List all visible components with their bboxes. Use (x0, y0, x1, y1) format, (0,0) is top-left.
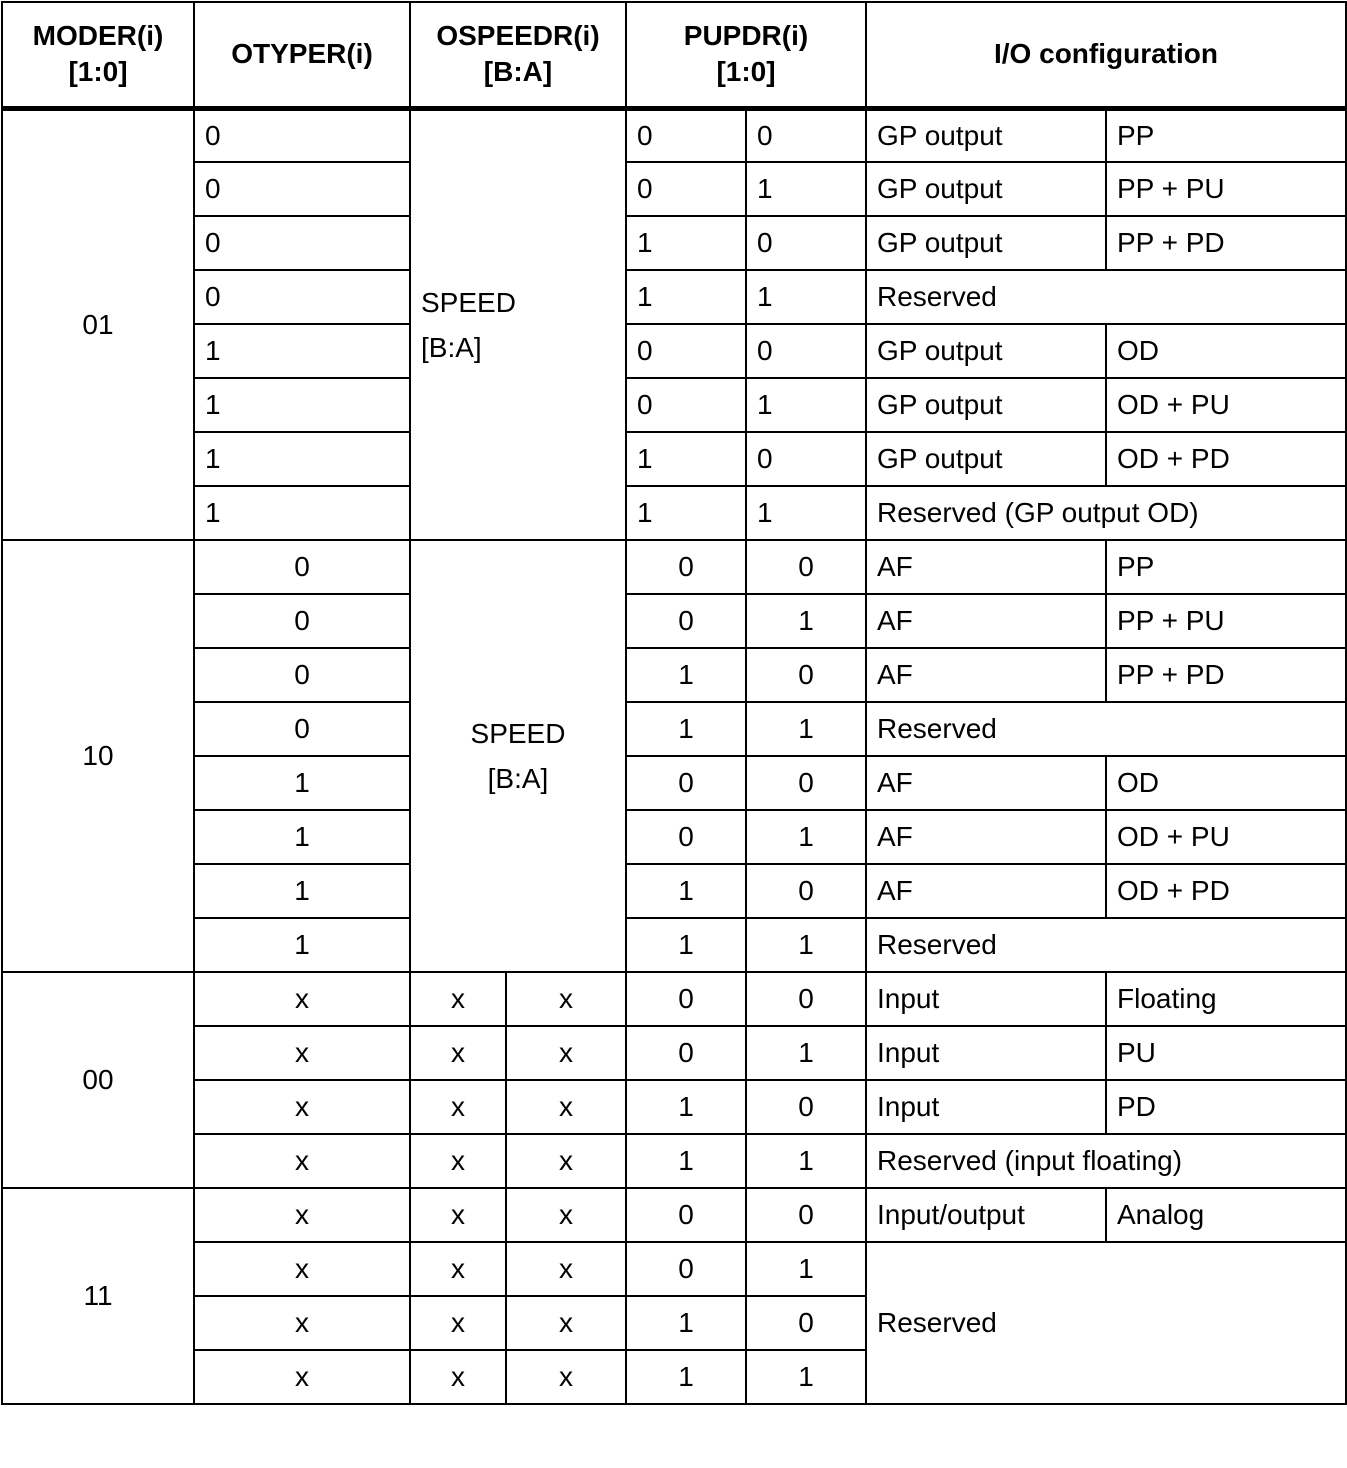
otyper-value: 1 (194, 756, 410, 810)
otyper-value: 0 (194, 216, 410, 270)
table-row (2, 162, 1346, 216)
pupdr-bit0: 1 (746, 378, 866, 432)
pupdr-bit1: 1 (626, 1134, 746, 1188)
ospeedr-bit-b: x (410, 1080, 506, 1134)
pupdr-bit1: 1 (626, 648, 746, 702)
io-config: PD (1106, 1080, 1346, 1134)
io-config: PP (1106, 540, 1346, 594)
pupdr-bit0: 0 (746, 1080, 866, 1134)
otyper-value: 1 (194, 378, 410, 432)
otyper-value: x (194, 1296, 410, 1350)
otyper-value: 0 (194, 540, 410, 594)
pupdr-bit1: 0 (626, 540, 746, 594)
io-config: OD (1106, 756, 1346, 810)
io-mode: Reserved (866, 702, 1346, 756)
ospeedr-bit-a: x (506, 1080, 626, 1134)
moder-value: 00 (2, 972, 194, 1188)
pupdr-bit0: 1 (746, 810, 866, 864)
io-config: Floating (1106, 972, 1346, 1026)
pupdr-bit0: 1 (746, 162, 866, 216)
pupdr-bit0: 0 (746, 216, 866, 270)
otyper-value: 0 (194, 162, 410, 216)
io-mode: AF (866, 810, 1106, 864)
table-row (2, 1080, 1346, 1134)
pupdr-bit0: 0 (746, 864, 866, 918)
pupdr-bit1: 0 (626, 756, 746, 810)
header-ospeedr: OSPEEDR(i) [B:A] (410, 2, 626, 108)
table-row (2, 378, 1346, 432)
io-mode: GP output (866, 216, 1106, 270)
otyper-value: 0 (194, 702, 410, 756)
io-mode: GP output (866, 432, 1106, 486)
pupdr-bit0: 0 (746, 108, 866, 162)
ospeedr-bit-b: x (410, 1242, 506, 1296)
pupdr-bit1: 0 (626, 378, 746, 432)
pupdr-bit1: 0 (626, 162, 746, 216)
io-mode-reserved: Reserved (866, 1242, 1346, 1404)
pupdr-bit0: 0 (746, 756, 866, 810)
io-config: PP + PU (1106, 162, 1346, 216)
pupdr-bit1: 0 (626, 594, 746, 648)
io-config: PP + PD (1106, 216, 1346, 270)
pupdr-bit1: 1 (626, 1350, 746, 1404)
table-row (2, 486, 1346, 540)
io-mode: GP output (866, 324, 1106, 378)
io-config: OD (1106, 324, 1346, 378)
pupdr-bit0: 0 (746, 1296, 866, 1350)
pupdr-bit1: 1 (626, 270, 746, 324)
pupdr-bit0: 0 (746, 540, 866, 594)
otyper-value: x (194, 1134, 410, 1188)
header-otyper: OTYPER(i) (194, 2, 410, 108)
io-mode: GP output (866, 108, 1106, 162)
ospeedr-bit-a: x (506, 1242, 626, 1296)
ospeedr-bit-b: x (410, 972, 506, 1026)
header-moder: MODER(i) [1:0] (2, 2, 194, 108)
ospeedr-bit-b: x (410, 1296, 506, 1350)
pupdr-bit1: 1 (626, 1296, 746, 1350)
pupdr-bit1: 0 (626, 1188, 746, 1242)
io-mode: AF (866, 540, 1106, 594)
ospeedr-bit-b: x (410, 1188, 506, 1242)
otyper-value: x (194, 1080, 410, 1134)
moder-value: 01 (2, 108, 194, 540)
ospeedr-bit-b: x (410, 1026, 506, 1080)
moder-value: 10 (2, 540, 194, 972)
pupdr-bit1: 0 (626, 1026, 746, 1080)
header-row (2, 2, 1346, 108)
table-row (2, 702, 1346, 756)
io-mode: GP output (866, 378, 1106, 432)
otyper-value: 1 (194, 918, 410, 972)
otyper-value: 1 (194, 864, 410, 918)
pupdr-bit0: 1 (746, 594, 866, 648)
table-row (2, 648, 1346, 702)
pupdr-bit1: 0 (626, 1242, 746, 1296)
pupdr-bit1: 0 (626, 810, 746, 864)
ospeedr-bit-b: x (410, 1134, 506, 1188)
pupdr-bit1: 1 (626, 216, 746, 270)
table-row (2, 1134, 1346, 1188)
otyper-value: 0 (194, 108, 410, 162)
table-row (2, 810, 1346, 864)
io-configuration-table (1, 1, 1347, 1405)
io-mode: Reserved (866, 270, 1346, 324)
table-row (2, 1242, 1346, 1296)
otyper-value: 0 (194, 648, 410, 702)
otyper-value: x (194, 1242, 410, 1296)
otyper-value: 1 (194, 324, 410, 378)
table-row (2, 918, 1346, 972)
table-row (2, 324, 1346, 378)
ospeedr-bit-a: x (506, 1134, 626, 1188)
pupdr-bit1: 1 (626, 486, 746, 540)
pupdr-bit1: 1 (626, 864, 746, 918)
pupdr-bit1: 0 (626, 108, 746, 162)
pupdr-bit0: 1 (746, 1134, 866, 1188)
io-mode: GP output (866, 162, 1106, 216)
pupdr-bit0: 1 (746, 1350, 866, 1404)
io-config: PP (1106, 108, 1346, 162)
table-row (2, 540, 1346, 594)
io-mode: AF (866, 594, 1106, 648)
io-config: OD + PU (1106, 378, 1346, 432)
io-config: OD + PU (1106, 810, 1346, 864)
otyper-value: 0 (194, 594, 410, 648)
otyper-value: 0 (194, 270, 410, 324)
otyper-value: x (194, 1188, 410, 1242)
table-row (2, 216, 1346, 270)
io-mode: Input/output (866, 1188, 1106, 1242)
table-row (2, 972, 1346, 1026)
pupdr-bit0: 0 (746, 972, 866, 1026)
otyper-value: 1 (194, 432, 410, 486)
io-config: OD + PD (1106, 864, 1346, 918)
pupdr-bit0: 1 (746, 486, 866, 540)
io-mode: Reserved (input floating) (866, 1134, 1346, 1188)
otyper-value: x (194, 1026, 410, 1080)
pupdr-bit0: 0 (746, 1188, 866, 1242)
pupdr-bit0: 1 (746, 918, 866, 972)
io-mode: AF (866, 648, 1106, 702)
io-config: Analog (1106, 1188, 1346, 1242)
ospeedr-speed: SPEED [B:A] (410, 108, 626, 540)
table-row (2, 108, 1346, 162)
otyper-value: 1 (194, 486, 410, 540)
pupdr-bit1: 1 (626, 702, 746, 756)
table-row (2, 1026, 1346, 1080)
io-mode: Reserved (866, 918, 1346, 972)
pupdr-bit0: 0 (746, 324, 866, 378)
io-mode: Reserved (GP output OD) (866, 486, 1346, 540)
table-row (2, 270, 1346, 324)
table-row (2, 864, 1346, 918)
pupdr-bit1: 1 (626, 918, 746, 972)
io-mode: Input (866, 1026, 1106, 1080)
header-io-configuration: I/O configuration (866, 2, 1346, 108)
moder-value: 11 (2, 1188, 194, 1404)
ospeedr-bit-a: x (506, 972, 626, 1026)
io-mode: AF (866, 864, 1106, 918)
pupdr-bit0: 1 (746, 1026, 866, 1080)
pupdr-bit0: 1 (746, 270, 866, 324)
otyper-value: x (194, 1350, 410, 1404)
io-config: PP + PD (1106, 648, 1346, 702)
ospeedr-bit-b: x (410, 1350, 506, 1404)
ospeedr-bit-a: x (506, 1350, 626, 1404)
pupdr-bit1: 0 (626, 972, 746, 1026)
table-row (2, 432, 1346, 486)
io-mode: Input (866, 1080, 1106, 1134)
header-pupdr: PUPDR(i) [1:0] (626, 2, 866, 108)
otyper-value: x (194, 972, 410, 1026)
ospeedr-speed: SPEED [B:A] (410, 540, 626, 972)
ospeedr-bit-a: x (506, 1296, 626, 1350)
pupdr-bit0: 1 (746, 702, 866, 756)
table-row (2, 1188, 1346, 1242)
otyper-value: 1 (194, 810, 410, 864)
table-row (2, 594, 1346, 648)
pupdr-bit1: 0 (626, 324, 746, 378)
pupdr-bit0: 0 (746, 648, 866, 702)
io-mode: Input (866, 972, 1106, 1026)
io-config: OD + PD (1106, 432, 1346, 486)
io-mode: AF (866, 756, 1106, 810)
pupdr-bit1: 1 (626, 1080, 746, 1134)
ospeedr-bit-a: x (506, 1026, 626, 1080)
pupdr-bit1: 1 (626, 432, 746, 486)
table-row (2, 756, 1346, 810)
pupdr-bit0: 1 (746, 1242, 866, 1296)
ospeedr-bit-a: x (506, 1188, 626, 1242)
pupdr-bit0: 0 (746, 432, 866, 486)
io-config: PP + PU (1106, 594, 1346, 648)
io-config: PU (1106, 1026, 1346, 1080)
